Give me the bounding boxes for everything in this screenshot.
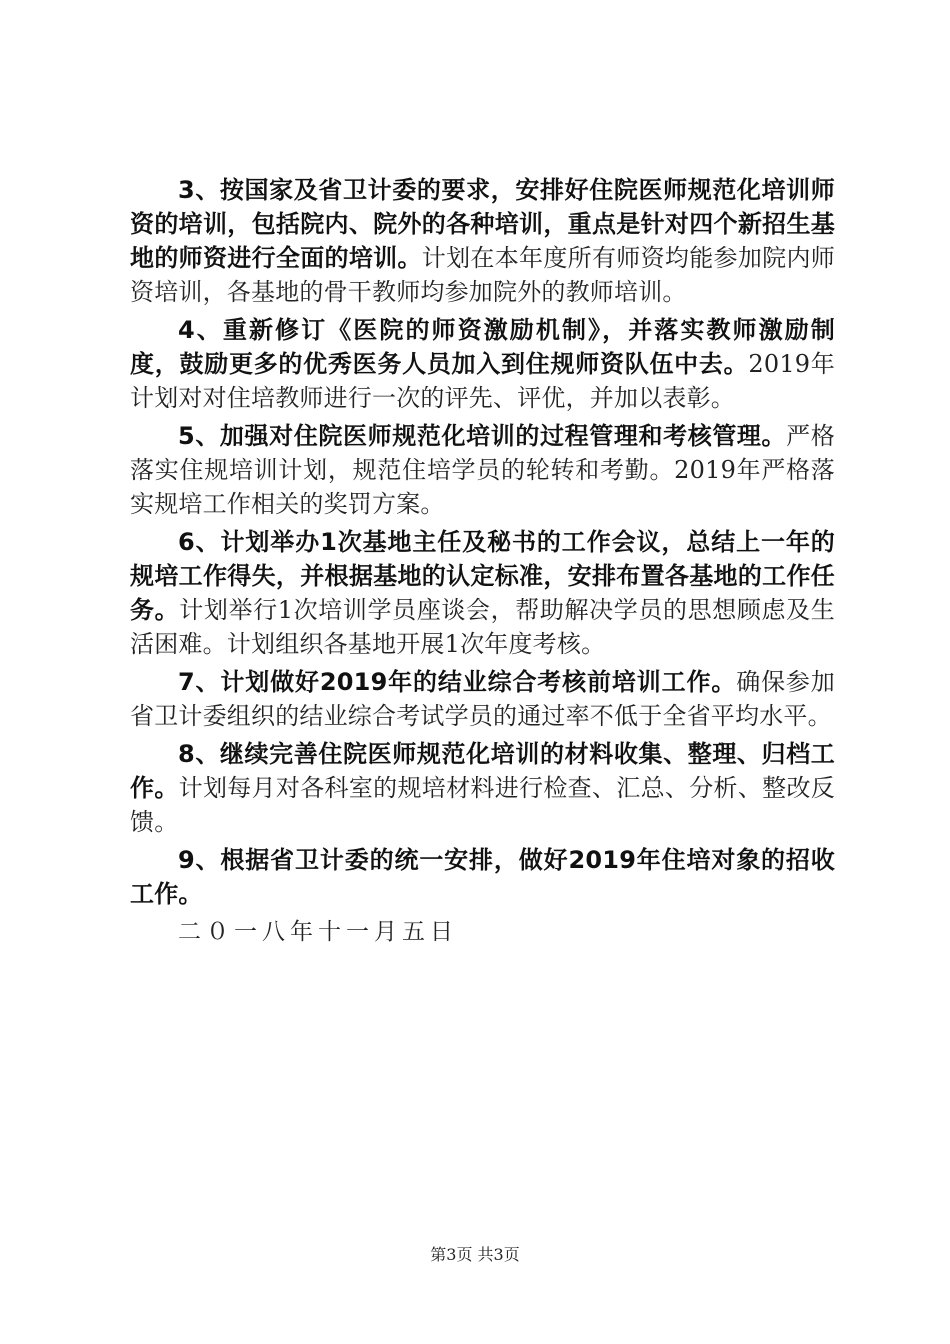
paragraph-item-7 [130,665,835,733]
paragraph-item-6 [130,525,835,661]
paragraph-item-9 [130,843,835,911]
document-date: 二０一八年十一月五日 [178,919,458,945]
paragraph-lead: 7、计划做好2019年的结业综合考核前培训工作。 [178,668,737,696]
paragraph-item-8 [130,737,835,839]
paragraph-rest: 计划在本年度所有师资均能参加院内师资培训，各基地的骨干教师均参加院外的教师培训。 [130,244,835,306]
paragraph-rest: 计划举行1次培训学员座谈会，帮助解决学员的思想顾虑及生活困难。计划组织各基地开展1次年度考核。 [130,596,836,658]
paragraph-item-4 [130,313,835,415]
paragraph-lead: 9、根据省卫计委的统一安排，做好2019年住培对象的招收工作。 [130,846,835,908]
paragraph-rest: 严格落实住规培训计划，规范住培学员的轮转和考勤。2019年严格落实规培工作相关的奖罚方案。 [130,422,835,518]
paragraph-lead: 6、计划举办1次基地主任及秘书的工作会议，总结上一年的规培工作得失，并根据基地的认定标准，安排布置各基地的工作任务。 [130,528,835,624]
paragraph-rest: 确保参加省卫计委组织的结业综合考试学员的通过率不低于全省平均水平。 [130,668,835,730]
paragraph-lead: 4、重新修订《医院的师资激励机制》，并落实教师激励制度，鼓励更多的优秀医务人员加入到住规师资队伍中去。 [130,316,835,378]
paragraph-lead: 8、继续完善住院医师规范化培训的材料收集、整理、归档工作。 [130,740,835,802]
page-footer: 第3页 共3页 [430,1245,520,1264]
paragraph-rest: 计划每月对各科室的规培材料进行检查、汇总、分析、整改反馈。 [130,774,835,836]
document-body [130,173,835,949]
paragraph-item-5 [130,419,835,521]
paragraph-rest: 2019年计划对对住培教师进行一次的评先、评优，并加以表彰。 [130,350,836,412]
paragraph-lead: 3、按国家及省卫计委的要求，安排好住院医师规范化培训师资的培训，包括院内、院外的各种培训，重点是针对四个新招生基地的师资进行全面的培训。 [130,176,835,272]
paragraph-item-3 [130,173,835,309]
paragraph-lead: 5、加强对住院医师规范化培训的过程管理和考核管理。 [178,422,787,450]
